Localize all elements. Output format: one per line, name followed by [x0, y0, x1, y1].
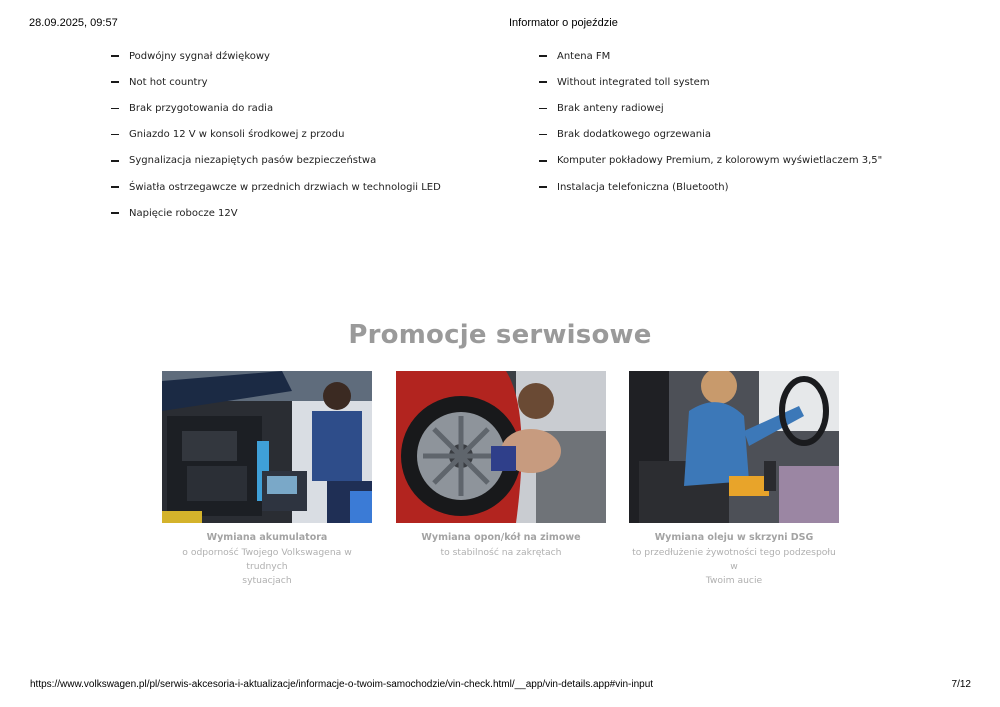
equipment-list-left	[111, 43, 441, 226]
equipment-item: Brak anteny radiowej	[539, 95, 882, 121]
equipment-item: Without integrated toll system	[539, 69, 882, 95]
equipment-item: Napięcie robocze 12V	[111, 200, 441, 226]
equipment-item: Antena FM	[539, 43, 882, 69]
dash-bullet	[539, 134, 547, 136]
equipment-item: Sygnalizacja niezapiętych pasów bezpieczeństwa	[111, 148, 441, 174]
equipment-item: Podwójny sygnał dźwiękowy	[111, 43, 441, 69]
dash-bullet	[111, 212, 119, 214]
promo-subtitle: o odporność Twojego Volkswagena w trudnych sytuacjach	[182, 547, 352, 586]
equipment-item: Not hot country	[111, 69, 441, 95]
promo-subtitle: to stabilność na zakrętach	[440, 547, 562, 558]
battery-service-image	[162, 371, 372, 523]
promo-title: Wymiana opon/kół na zimowe	[421, 532, 581, 543]
source-url: https://www.volkswagen.pl/pl/serwis-akcesoria-i-aktualizacje/informacje-o-twoim-samochodzie/vin-check.html/__app/vin-details.app#vin-input	[30, 679, 654, 690]
dsg-service-image	[629, 371, 839, 523]
equipment-item: Brak dodatkowego ogrzewania	[539, 122, 882, 148]
dash-bullet	[111, 186, 119, 188]
equipment-list-right	[539, 43, 882, 200]
dash-bullet	[111, 81, 119, 83]
dash-bullet	[539, 55, 547, 57]
promo-card-tyres[interactable]	[396, 371, 606, 560]
print-datetime: 28.09.2025, 09:57	[29, 17, 118, 29]
equipment-item: Komputer pokładowy Premium, z kolorowym wyświetlaczem 3,5"	[539, 148, 882, 174]
dash-bullet	[111, 108, 119, 110]
dash-bullet	[539, 160, 547, 162]
promotions-heading: Promocje serwisowe	[348, 320, 652, 350]
equipment-item: Gniazdo 12 V w konsoli środkowej z przodu	[111, 122, 441, 148]
dash-bullet	[111, 55, 119, 57]
page-number: 7/12	[951, 679, 971, 690]
promo-subtitle: to przedłużenie żywotności tego podzespołu w Twoim aucie	[632, 547, 836, 586]
equipment-item: Brak przygotowania do radia	[111, 95, 441, 121]
dash-bullet	[539, 186, 547, 188]
equipment-item: Instalacja telefoniczna (Bluetooth)	[539, 174, 882, 200]
promo-card-dsg-oil[interactable]	[629, 371, 839, 588]
promo-title: Wymiana akumulatora	[206, 532, 328, 543]
dash-bullet	[111, 134, 119, 136]
equipment-item: Światła ostrzegawcze w przednich drzwiach w technologii LED	[111, 174, 441, 200]
promo-title: Wymiana oleju w skrzyni DSG	[654, 532, 814, 543]
dash-bullet	[539, 81, 547, 83]
dash-bullet	[539, 108, 547, 110]
tyre-service-image	[396, 371, 606, 523]
promo-card-battery[interactable]	[162, 371, 372, 588]
document-title: Informator o pojeździe	[509, 17, 618, 29]
dash-bullet	[111, 160, 119, 162]
